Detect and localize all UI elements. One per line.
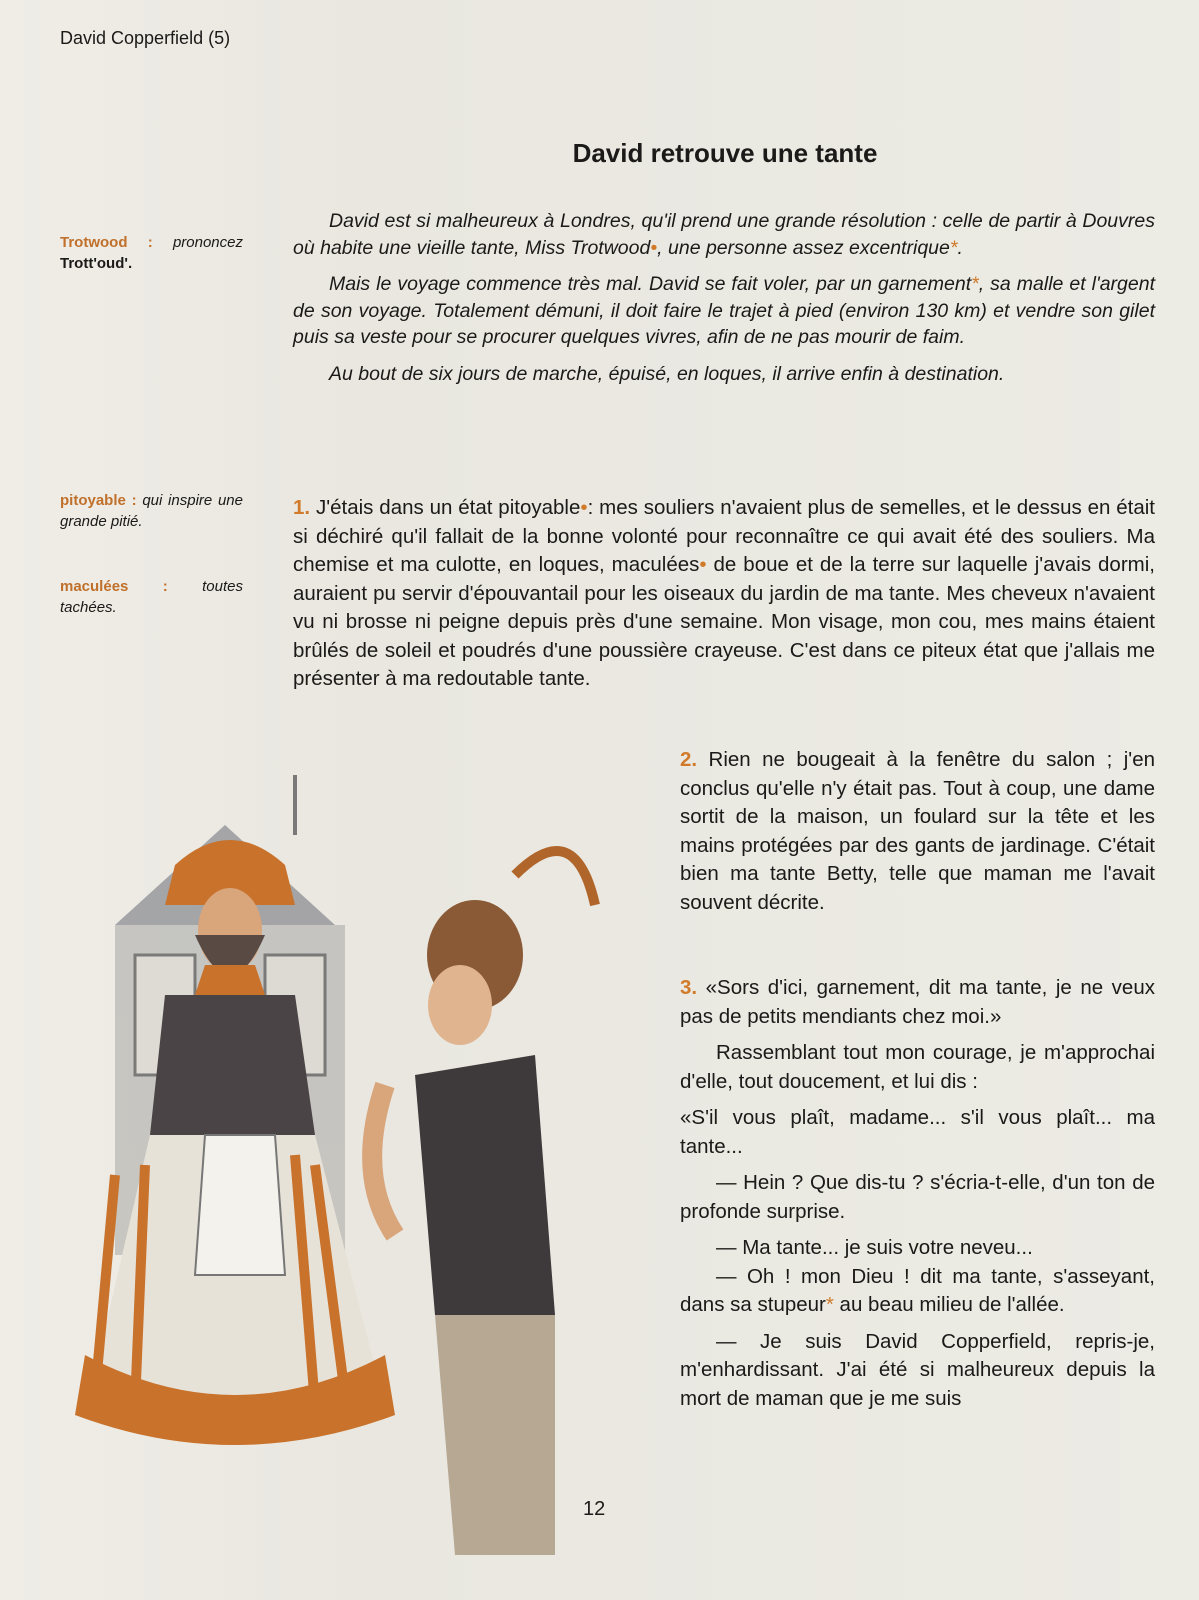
note-definition: prononcez bbox=[172, 234, 243, 251]
section-2 bbox=[680, 746, 1155, 917]
intro-summary bbox=[293, 208, 1155, 397]
note-term: maculées : bbox=[60, 578, 168, 595]
text: , sa malle et l'argent de son voyage. Totalement démuni, il doit faire le trajet à pied (environ 130 km) et vendre son gilet puis sa veste pour se procurer quelques vivres, afin de ne pas mourir de faim. bbox=[293, 273, 1155, 348]
note-term: pitoyable : bbox=[60, 492, 137, 509]
section-number: 3. bbox=[680, 976, 698, 999]
section-number: 2. bbox=[680, 748, 698, 771]
note-definition: qui inspire une grande pitié. bbox=[60, 492, 243, 530]
glossary-marker: • bbox=[699, 553, 707, 576]
section-3 bbox=[680, 974, 1155, 1413]
narration: Rassemblant tout mon courage, je m'approchai d'elle, tout doucement, et lui dis : bbox=[680, 1041, 1155, 1093]
text: , une personne assez excentrique bbox=[657, 236, 950, 259]
lexicon-marker: * bbox=[971, 273, 979, 295]
text: Mais le voyage commence très mal. David se fait voler, par un garnement bbox=[329, 273, 972, 295]
section-number: 1. bbox=[293, 496, 311, 519]
section-1 bbox=[293, 494, 1155, 694]
intro-paragraph bbox=[293, 361, 1155, 388]
note-term: Trotwood : bbox=[60, 234, 153, 251]
text: de boue et de la terre sur laquelle j'avais dormi, auraient pu servir d'épouvantail pour les oiseaux du jardin de ma tante. Mes cheveux n'avaient vu ni brosse ni peigne depuis près d'une semaine. Mon visage, mon cou, mes mains étaient brûlés de soleil et poudrés d'une poussière crayeuse. C'est dans ce piteux état que j'allais me présenter à ma redoutable tante. bbox=[293, 553, 1155, 690]
glossary-marker: • bbox=[650, 236, 658, 259]
note-definition: toutes tachées. bbox=[60, 578, 243, 616]
margin-note-trotwood bbox=[60, 232, 243, 274]
note-pronunciation: Trott'oud'. bbox=[60, 255, 133, 272]
margin-note-maculees bbox=[60, 576, 243, 618]
text: J'étais dans un état pitoyable bbox=[315, 496, 581, 519]
illustration-aunt-and-david bbox=[55, 755, 655, 1565]
dialogue-line: — Ma tante... je suis votre neveu... bbox=[716, 1236, 1033, 1259]
david-figure bbox=[372, 851, 595, 1555]
text: au beau milieu de l'allée. bbox=[833, 1293, 1065, 1316]
lexicon-marker: * bbox=[825, 1293, 834, 1316]
running-header: David Copperfield (5) bbox=[60, 28, 231, 48]
text: : mes souliers n'avaient plus de semelles, et le dessus en était si déchiré qu'il fallait de la bonne volonté pour reconnaître ce qui avait été des souliers. Ma chemise et ma culotte, en loques, maculées bbox=[293, 496, 1155, 576]
chapter-title: David retrouve une tante bbox=[572, 138, 878, 168]
margin-note-pitoyable bbox=[60, 490, 243, 532]
intro-paragraph bbox=[293, 271, 1155, 351]
page-number: 12 bbox=[583, 1498, 606, 1520]
dialogue-line: «Sors d'ici, garnement, dit ma tante, je ne veux pas de petits mendiants chez moi.» bbox=[680, 976, 1155, 1028]
text: Rien ne bougeait à la fenêtre du salon ; j'en conclus qu'elle n'y était pas. Tout à coup, une dame sortit de la maison, un foulard sur la tête et les mains protégées par des gants de jardinage. C'était bien ma tante Betty, telle que maman me l'avait souvent décrite. bbox=[680, 748, 1155, 914]
glossary-marker: • bbox=[580, 496, 588, 519]
text: David est si malheureux à Londres, qu'il prend une grande résolution : celle de partir à Douvres où habite une vieille tante, Miss Trotwood bbox=[293, 210, 1155, 259]
text: . bbox=[957, 236, 963, 259]
dialogue-line: — Hein ? Que dis-tu ? s'écria-t-elle, d'un ton de profonde surprise. bbox=[680, 1171, 1155, 1223]
text: Au bout de six jours de marche, épuisé, en loques, il arrive enfin à destination. bbox=[329, 362, 1005, 385]
dialogue-line: «S'il vous plaît, madame... s'il vous plaît... ma tante... bbox=[680, 1106, 1155, 1158]
intro-paragraph bbox=[293, 208, 1155, 261]
dialogue-line: — Je suis David Copperfield, repris-je, m'enhardissant. J'ai été si malheureux depuis la mort de maman que je me suis bbox=[680, 1329, 1155, 1410]
lexicon-marker: * bbox=[949, 236, 958, 259]
dialogue-line: — Oh ! mon Dieu ! dit ma tante, s'asseyant, dans sa stupeur bbox=[680, 1264, 1155, 1316]
